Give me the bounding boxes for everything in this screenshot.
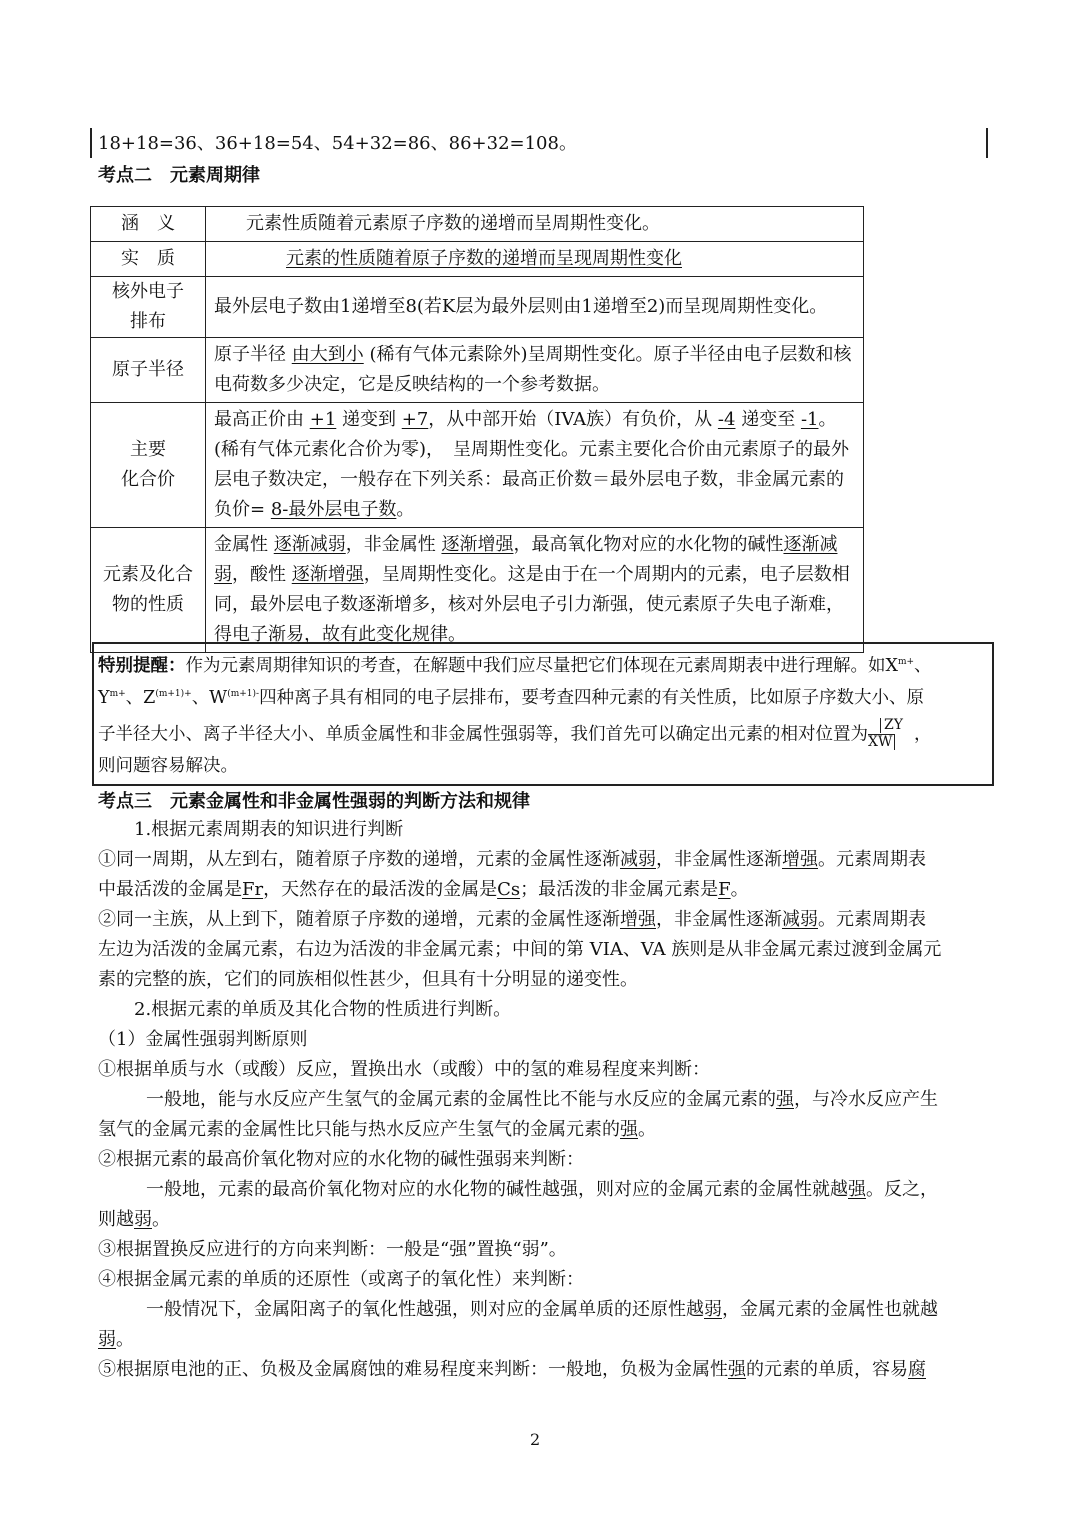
s3-line: 弱。: [98, 1329, 134, 1350]
tip-line-2: $Y^{m+}$、$Z^{(m+1)+}$、$W^{(m+1)-}$四种离子具有相同的电子层排布，要考查四种元素的有关性质，比如原子序数大小、原: [98, 688, 925, 708]
row-value: 元素性质随着元素原子序数的递增而呈周期性变化。: [206, 207, 864, 242]
periodic-law-table: [90, 206, 864, 653]
table-row: [91, 528, 864, 653]
s3-line: ②同一主族，从上到下，随着原子序数的递增，元素的金属性逐渐增强，非金属性逐渐减弱。元素周期表: [98, 909, 926, 930]
relative-position-diagram: $\frac{ZY}{XW}$: [868, 717, 903, 750]
s3-line: 氢气的金属元素的金属性比只能与热水反应产生氢气的金属元素的强。: [98, 1119, 656, 1140]
table-row: [91, 338, 864, 403]
s3-line: 一般地，元素的最高价氧化物对应的水化物的碱性越强，则对应的金属元素的金属性就越强。反之，: [146, 1179, 938, 1200]
s3-line: 素的完整的族，它们的同族相似性甚少，但具有十分明显的递变性。: [98, 969, 638, 990]
s3-line: 一般地，能与水反应产生氢气的金属元素的金属性比不能与水反应的金属元素的强，与冷水反应产生: [146, 1089, 938, 1110]
s3-line: ④根据金属元素的单质的还原性（或离子的氧化性）来判断：: [98, 1269, 584, 1290]
top-line: 18+18=36、36+18=54、54+32=86、86+32=108。: [98, 133, 577, 154]
s3-line: ①同一周期，从左到右，随着原子序数的递增，元素的金属性逐渐减弱，非金属性逐渐增强。元素周期表: [98, 849, 926, 870]
table-row: [91, 207, 864, 242]
row-key: 实 质: [91, 242, 206, 277]
row-value: 最高正价由 +1 递变到 +7，从中部开始（IVA族）有负价，从 -4 递变至 -1。(稀有气体元素化合价为零)， 呈周期性变化。元素主要化合价由元素原子的最外层电子数决定，一般存在下列关系：最高正价数＝最外层电子数，非金属元素的负价= 8-最外层电子数。: [206, 403, 864, 528]
s3-line: ①根据单质与水（或酸）反应，置换出水（或酸）中的氢的难易程度来判断：: [98, 1059, 710, 1080]
s3-line: 中最活泼的金属是Fr，天然存在的最活泼的金属是Cs；最活泼的非金属元素是F。: [98, 879, 749, 900]
s3-line: ②根据元素的最高价氧化物对应的水化物的碱性强弱来判断：: [98, 1149, 584, 1170]
row-value: 最外层电子数由1递增至8(若K层为最外层则由1递增至2)而呈现周期性变化。: [206, 277, 864, 338]
table-row: [91, 277, 864, 338]
s3-line: 左边为活泼的金属元素，右边为活泼的非金属元素；中间的第 VIA、VA 族则是从非金属元素过渡到金属元: [98, 939, 942, 960]
s3-line: 一般情况下，金属阳离子的氧化性越强，则对应的金属单质的还原性越弱，金属元素的金属性也就越: [146, 1299, 938, 1320]
row-value: 元素的性质随着原子序数的递增而呈现周期性变化: [206, 242, 864, 277]
table-row: [91, 403, 864, 528]
section2-title: 考点二 元素周期律: [98, 165, 260, 186]
tip-line-3: 子半径大小、离子半径大小、单质金属性和非金属性强弱等，我们首先可以确定出元素的相对位置为 $\frac{ZY}{XW}$ ，: [98, 717, 932, 750]
tip-line-1: 特别提醒：作为元素周期律知识的考查，在解题中我们应尽量把它们体现在元素周期表中进行理解。如$X^{m+}$、: [98, 656, 932, 676]
s3-line: 2.根据元素的单质及其化合物的性质进行判断。: [134, 999, 512, 1020]
row-key: 核外电子 排布: [91, 277, 206, 338]
s3-line: ③根据置换反应进行的方向来判断：一般是“强”置换“弱”。: [98, 1239, 567, 1260]
s3-p1: 1.根据元素周期表的知识进行判断: [134, 819, 404, 840]
s3-line: 则越弱。: [98, 1209, 170, 1230]
page-number: 2: [530, 1430, 541, 1449]
row-value: 原子半径 由大到小 (稀有气体元素除外)呈周期性变化。原子半径由电子层数和核电荷数多少决定，它是反映结构的一个参考数据。: [206, 338, 864, 403]
row-key: 涵 义: [91, 207, 206, 242]
row-value: 金属性 逐渐减弱，非金属性 逐渐增强，最高氧化物对应的水化物的碱性逐渐减弱，酸性 逐渐增强，呈周期性变化。这是由于在一个周期内的元素，电子层数相同，最外层电子数逐渐增多，核对外层电子引力渐强，使元素原子失电子渐难，得电子渐易，故有此变化规律。: [206, 528, 864, 653]
tip-line-4: 则问题容易解决。: [98, 756, 238, 776]
s3-line: ⑤根据原电池的正、负极及金属腐蚀的难易程度来判断：一般地，负极为金属性强的元素的单质，容易腐: [98, 1359, 926, 1380]
row-key: 元素及化合 物的性质: [91, 528, 206, 653]
table-row: [91, 242, 864, 277]
s3-line: （1）金属性强弱判断原则: [98, 1029, 308, 1050]
section3-title: 考点三 元素金属性和非金属性强弱的判断方法和规律: [98, 791, 530, 812]
row-key: 原子半径: [91, 338, 206, 403]
row-key: 主要 化合价: [91, 403, 206, 528]
